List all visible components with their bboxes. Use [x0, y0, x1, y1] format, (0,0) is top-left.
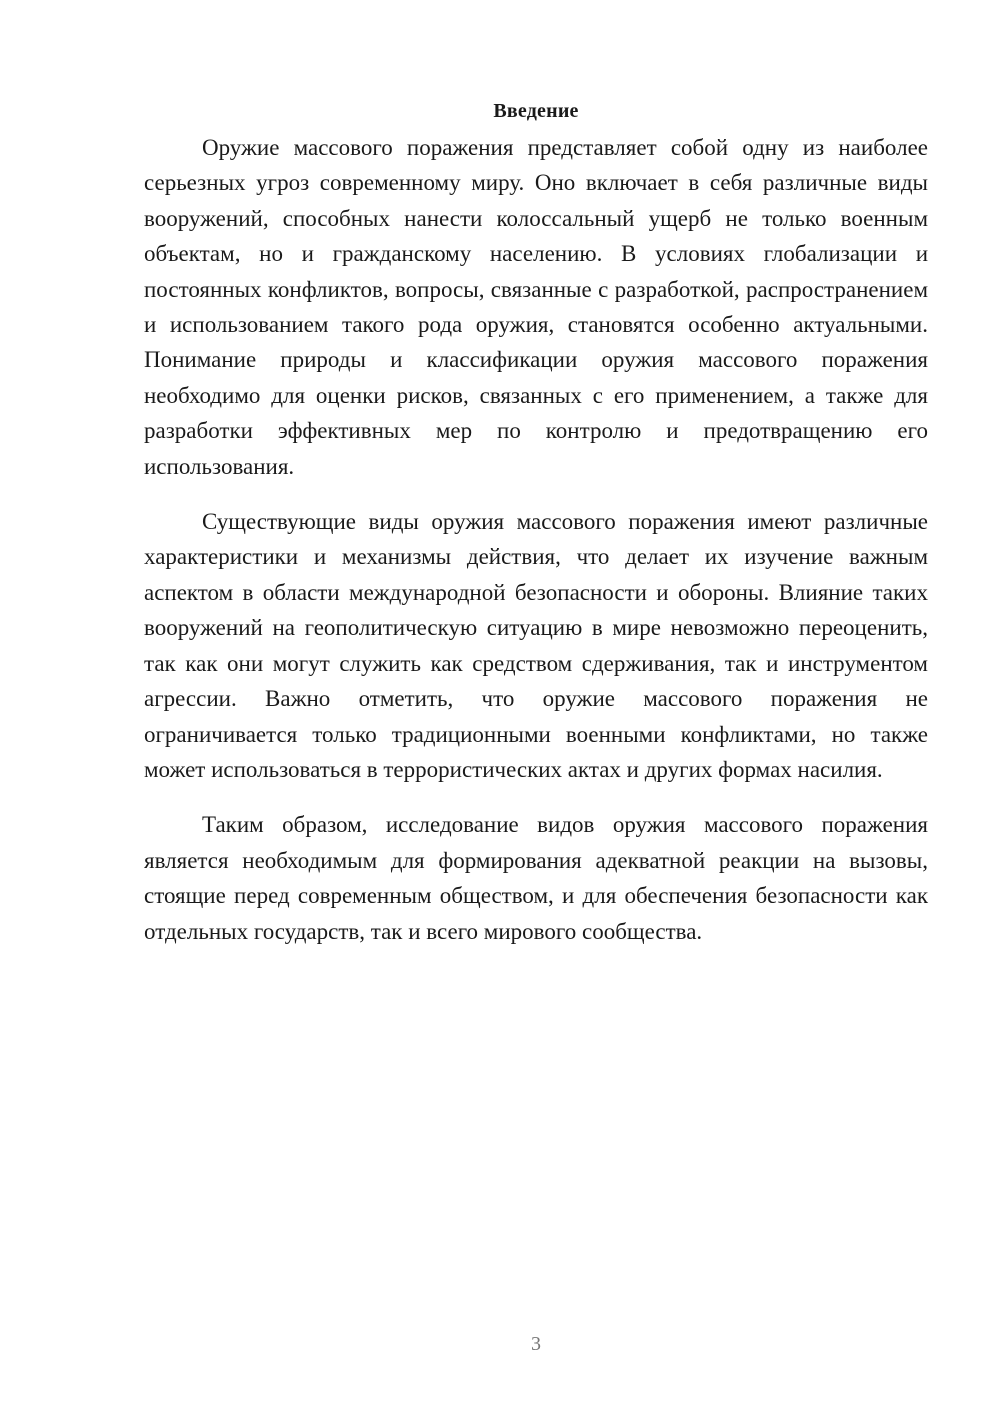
section-heading: Введение: [493, 100, 579, 122]
page-number: 3: [531, 1333, 541, 1355]
paragraph-3: Таким образом, исследование видов оружия массового поражения является необходимым для формирования адекватной реакции на вызовы, стоящие перед современным обществом, и для обеспечения безопасности как отдельных государств, так и всего мирового сообщества.: [144, 812, 928, 944]
paragraph-2: Существующие виды оружия массового поражения имеют различные характеристики и механизмы действия, что делает их изучение важным аспектом в области международной безопасности и обороны. Влияние таких вооружений на геополитическую ситуацию в мире невозможно переоценить, так как они могут служить как средством сдерживания, так и инструментом агрессии. Важно отметить, что оружие массового поражения не ограничивается только традиционными военными конфликтами, но также может использоваться в террористических актах и других формах насилия.: [144, 509, 928, 782]
paragraph-1: Оружие массового поражения представляет собой одну из наиболее серьезных угроз современному миру. Оно включает в себя различные виды вооружений, способных нанести колоссальный ущерб не только военным объектам, но и гражданскому населению. В условиях глобализации и постоянных конфликтов, вопросы, связанные с разработкой, распространением и использованием такого рода оружия, становятся особенно актуальными. Понимание природы и классификации оружия массового поражения необходимо для оценки рисков, связанных с его применением, а также для разработки эффективных мер по контролю и предотвращению его использования.: [144, 135, 928, 479]
page-body: [144, 96, 928, 969]
